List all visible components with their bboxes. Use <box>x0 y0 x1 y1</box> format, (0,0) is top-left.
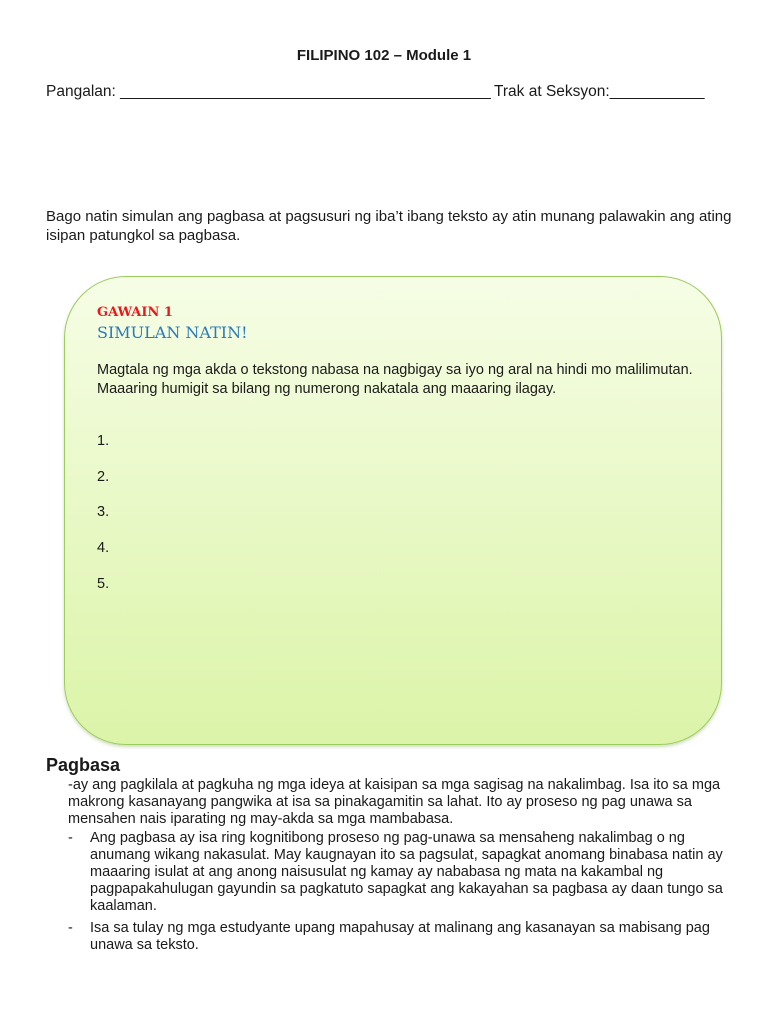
bullet-marker: - <box>68 920 73 936</box>
answer-item-4[interactable]: 4. <box>97 540 110 556</box>
section-title: Pagbasa <box>46 755 121 775</box>
answer-item-2[interactable]: 2. <box>97 469 110 485</box>
answer-item-1[interactable]: 1. <box>97 433 110 449</box>
answer-item-5[interactable]: 5. <box>97 576 110 592</box>
page-title: FILIPINO 102 – Module 1 <box>296 47 472 64</box>
activity-label: GAWAIN 1 <box>97 305 173 320</box>
bullet-text: Isa sa tulay ng mga estudyante upang mapahusay at malinang ang kasanayan sa mabisang pag unawa sa teksto. <box>90 920 710 953</box>
bullet-marker: - <box>68 830 73 846</box>
activity-box <box>64 276 722 745</box>
section-paragraph: -ay ang pagkilala at pagkuha ng mga ideya at kaisipan sa mga sagisag na nakalimbag. Isa ito sa mga makrong kasanayang pangwika at isa sa pinakagamitin sa lahat. Ito ay proseso ng pag unawa sa mensahen nais iparating ng may-akda sa mga mambabasa. <box>68 777 721 827</box>
activity-subtitle: SIMULAN NATIN! <box>97 323 248 342</box>
intro-paragraph: Bago natin simulan ang pagbasa at pagsusuri ng iba’t ibang teksto ay atin munang palawakin ang ating isipan patungkol sa pagbasa. <box>46 208 732 244</box>
section-field[interactable]: Trak at Seksyon:___________ <box>494 83 705 100</box>
bullet-text: Ang pagbasa ay isa ring kognitibong proseso ng pag-unawa sa mensaheng nakalimbag o ng anumang wikang nakasulat. May kaugnayan ito sa pagsulat, sapagkat anomang binabasa natin ay maaaring isulat at ang anong naisusulat ng kamay ay nababasa ng mata na kakambal ng pagpapakahulugan gayundin sa pagkatuto sapagkat ang kakayahan sa pagbasa ay daan tungo sa kaalaman. <box>90 830 723 914</box>
answer-item-3[interactable]: 3. <box>97 504 110 520</box>
name-field[interactable]: Pangalan: ___________________________________________ <box>46 83 491 100</box>
activity-instruction: Magtala ng mga akda o tekstong nabasa na nagbigay sa iyo ng aral na hindi mo malilimutan. Maaaring humigit sa bilang ng numerong nakatala ang maaaring ilagay. <box>97 362 693 397</box>
